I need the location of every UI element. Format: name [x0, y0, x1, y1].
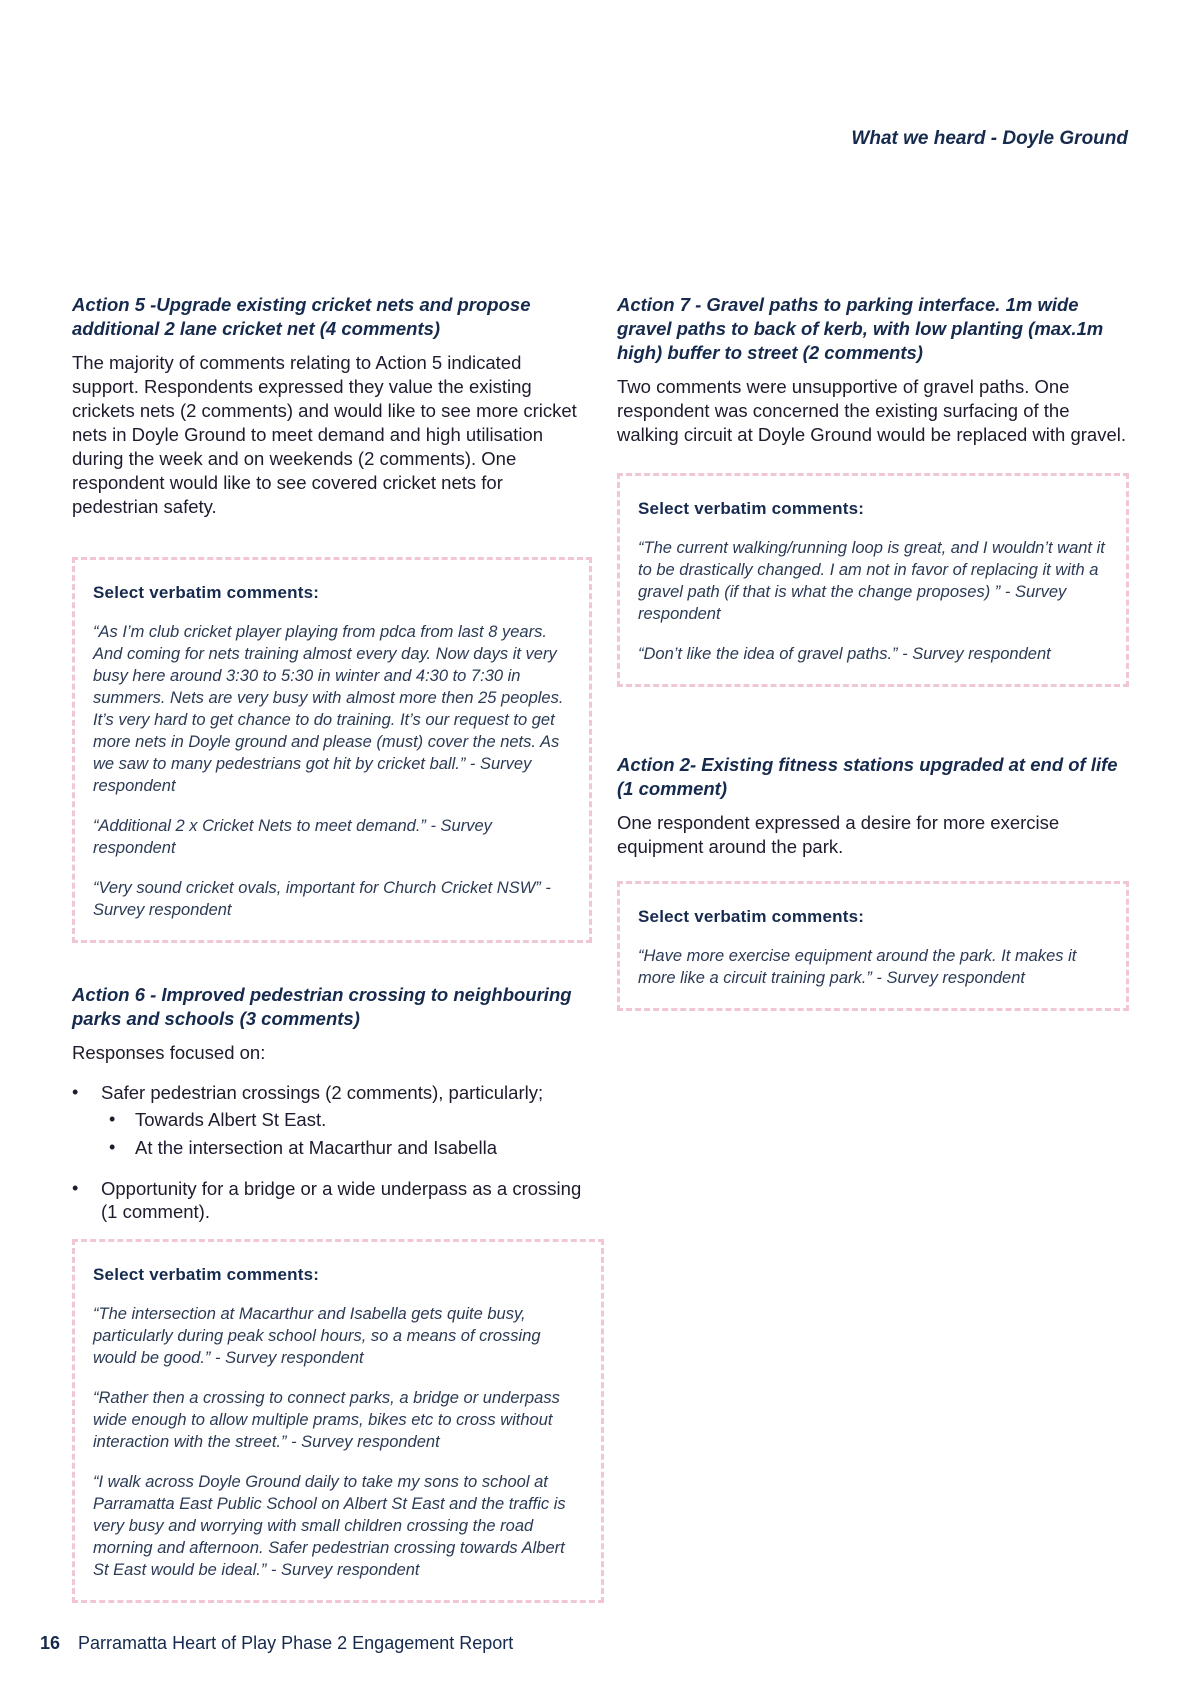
action7-quote-1: “The current walking/running loop is great, and I wouldn’t want it to be drastically changed. I am not in favor of replacing it with a gravel path (if that is what the change proposes) ” - Survey respondent — [638, 539, 1105, 623]
page-footer — [40, 1633, 513, 1654]
action6-heading: Action 6 - Improved pedestrian crossing to neighbouring parks and schools (3 comments) — [72, 984, 572, 1029]
action2-verbatim-box — [617, 881, 1129, 1011]
action6-quote-2: “Rather then a crossing to connect parks, a bridge or underpass wide enough to allow multiple prams, bikes etc to cross without interaction with the street.” - Survey respondent — [93, 1389, 560, 1451]
action2-box-title: Select verbatim comments: — [638, 907, 865, 926]
action5-body: The majority of comments relating to Action 5 indicated support. Respondents expressed they value the existing crickets nets (2 comments) and would like to see more cricket nets in Doyle Ground to meet demand and high utilisation during the week and on weekends (2 comments). One respondent would like to see covered cricket nets for pedestrian safety. — [72, 352, 577, 517]
action5-section — [72, 293, 592, 943]
action5-verbatim-box — [72, 557, 592, 943]
action2-section — [617, 753, 1129, 1011]
left-column — [72, 293, 592, 1603]
action6-sub-bullet-1: • Towards Albert St East. — [101, 1108, 592, 1131]
action7-body: Two comments were unsupportive of gravel paths. One respondent was concerned the existing surfacing of the walking circuit at Doyle Ground would be replaced with gravel. — [617, 376, 1127, 445]
action6-quote-1: “The intersection at Macarthur and Isabella gets quite busy, particularly during peak school hours, so a means of crossing would be good.” - Survey respondent — [93, 1305, 541, 1367]
action6-section — [72, 983, 592, 1603]
action6-quote-3: “I walk across Doyle Ground daily to take my sons to school at Parramatta East Public School on Albert St East and the traffic is very busy and worrying with small children crossing the road morning and afternoon. Safer pedestrian crossing towards Albert St East would be ideal.” - Survey respondent — [93, 1473, 566, 1579]
action6-bullet-list — [72, 1081, 592, 1223]
action7-box-title: Select verbatim comments: — [638, 499, 865, 518]
action5-box-title: Select verbatim comments: — [93, 583, 320, 602]
action5-heading: Action 5 -Upgrade existing cricket nets and propose additional 2 lane cricket net (4 comments) — [72, 294, 531, 339]
action6-bullet-2: • Opportunity for a bridge or a wide underpass as a crossing (1 comment). — [72, 1177, 592, 1223]
action7-verbatim-box — [617, 473, 1129, 687]
action6-verbatim-box — [72, 1239, 604, 1603]
action5-quote-3: “Very sound cricket ovals, important for Church Cricket NSW” - Survey respondent — [93, 879, 551, 919]
action6-bullet-1-text: Safer pedestrian crossings (2 comments), particularly; — [101, 1082, 544, 1103]
action7-heading: Action 7 - Gravel paths to parking interface. 1m wide gravel paths to back of kerb, with low planting (max.1m high) buffer to street (2 comments) — [617, 294, 1104, 363]
page-number: 16 — [40, 1633, 61, 1653]
action6-box-title: Select verbatim comments: — [93, 1265, 320, 1284]
action5-quote-2: “Additional 2 x Cricket Nets to meet demand.” - Survey respondent — [93, 817, 492, 857]
action2-quote-1: “Have more exercise equipment around the park. It makes it more like a circuit training park.” - Survey respondent — [638, 947, 1077, 987]
action2-body: One respondent expressed a desire for more exercise equipment around the park. — [617, 812, 1060, 857]
action7-quote-2: “Don’t like the idea of gravel paths.” - Survey respondent — [638, 645, 1051, 663]
action5-quote-1: “As I’m club cricket player playing from pdca from last 8 years. And coming for nets training almost every day. Now days it very busy here around 3:30 to 5:30 in winter and 4:30 to 7:30 in summers. Nets are very busy with almost more then 25 peoples. It’s very hard to get chance to do training. It’s our request to get more nets in Doyle ground and please (must) cover the nets. As we saw to many pedestrians got hit by cricket ball.” - Survey respondent — [93, 623, 564, 795]
action6-bullet-1 — [72, 1081, 592, 1159]
right-column — [617, 293, 1129, 1011]
action2-heading: Action 2- Existing fitness stations upgraded at end of life (1 comment) — [617, 754, 1118, 799]
action6-intro: Responses focused on: — [72, 1042, 266, 1063]
running-title: What we heard - Doyle Ground — [851, 128, 1128, 149]
report-title: Parramatta Heart of Play Phase 2 Engagement Report — [78, 1633, 514, 1653]
action6-sub-bullet-2: • At the intersection at Macarthur and Isabella — [101, 1136, 592, 1159]
action7-section — [617, 293, 1129, 687]
action6-sub-bullet-list — [101, 1108, 592, 1159]
